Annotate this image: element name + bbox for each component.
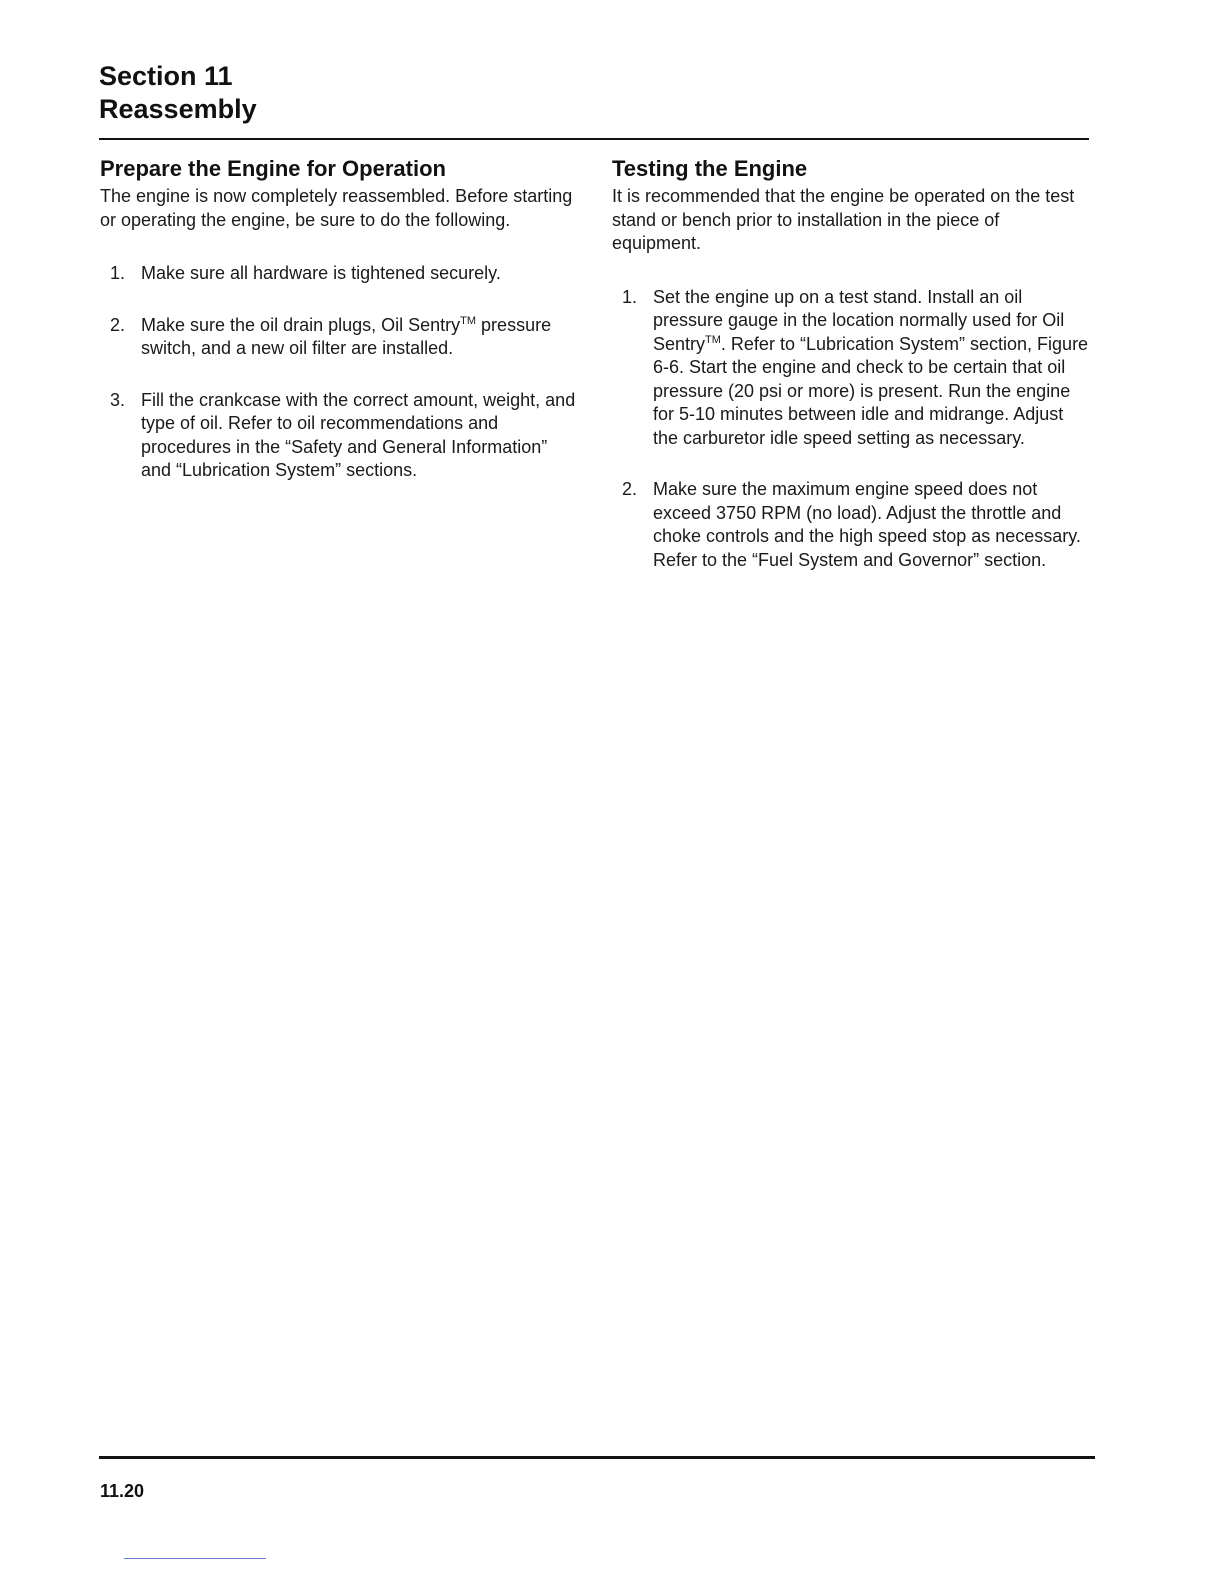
testing-engine-heading: Testing the Engine bbox=[612, 156, 808, 181]
testing-engine-intro: It is recommended that the engine be operated on the test stand or bench prior to installation in the piece of equipment. bbox=[612, 186, 1075, 253]
list-item bbox=[612, 286, 1092, 451]
prepare-engine-intro: The engine is now completely reassembled. Before starting or operating the engine, be sure to do the following. bbox=[100, 186, 573, 230]
list-item bbox=[100, 314, 580, 361]
step-text bbox=[653, 286, 1092, 451]
step-number: 2. bbox=[110, 314, 126, 335]
prepare-engine-heading: Prepare the Engine for Operation bbox=[100, 156, 446, 181]
page-number: 11.20 bbox=[100, 1481, 145, 1501]
list-item bbox=[612, 478, 1092, 572]
section-header bbox=[99, 60, 257, 126]
list-item bbox=[100, 262, 580, 286]
prepare-engine-steps bbox=[100, 262, 580, 483]
section-title: Reassembly bbox=[99, 94, 257, 124]
scan-artifact-line bbox=[124, 1558, 266, 1559]
step-text: Fill the crankcase with the correct amount, weight, and type of oil. Refer to oil recommendations and procedures in the “Safety and General Information” and “Lubrication System” sections. bbox=[141, 389, 576, 480]
step-text bbox=[141, 314, 580, 361]
step-text-part: Set the engine up on a test stand. Install an oil pressure gauge in the location normally used for Oil Sentry bbox=[653, 286, 1065, 354]
left-column bbox=[100, 155, 580, 511]
step-text: Make sure all hardware is tightened securely. bbox=[141, 263, 501, 283]
step-text-part: pressure switch, and a new oil filter are installed. bbox=[141, 314, 552, 358]
trademark-mark: TM bbox=[460, 314, 477, 327]
section-number: Section 11 bbox=[99, 61, 233, 91]
right-column bbox=[612, 155, 1092, 600]
header-divider bbox=[99, 138, 1089, 140]
step-number: 2. bbox=[622, 479, 638, 499]
step-text-part: . Refer to “Lubrication System” section, Figure 6-6. Start the engine and check to be certain that oil pressure (20 psi or more) is present. Run the engine for 5-10 minutes between idle and midrange. Adjust the carburetor idle speed setting as necessary. bbox=[653, 333, 1089, 448]
testing-engine-steps bbox=[612, 286, 1092, 573]
step-number: 1. bbox=[110, 263, 126, 283]
step-text-part: Make sure the oil drain plugs, Oil Sentry bbox=[141, 314, 461, 335]
list-item bbox=[100, 389, 580, 483]
footer-divider bbox=[99, 1456, 1095, 1459]
step-text: Make sure the maximum engine speed does not exceed 3750 RPM (no load). Adjust the throttle and choke controls and the high speed stop as necessary. Refer to the “Fuel System and Governor” section. bbox=[653, 479, 1081, 570]
trademark-mark: TM bbox=[705, 333, 721, 346]
step-number: 1. bbox=[622, 286, 638, 307]
step-number: 3. bbox=[110, 389, 126, 410]
